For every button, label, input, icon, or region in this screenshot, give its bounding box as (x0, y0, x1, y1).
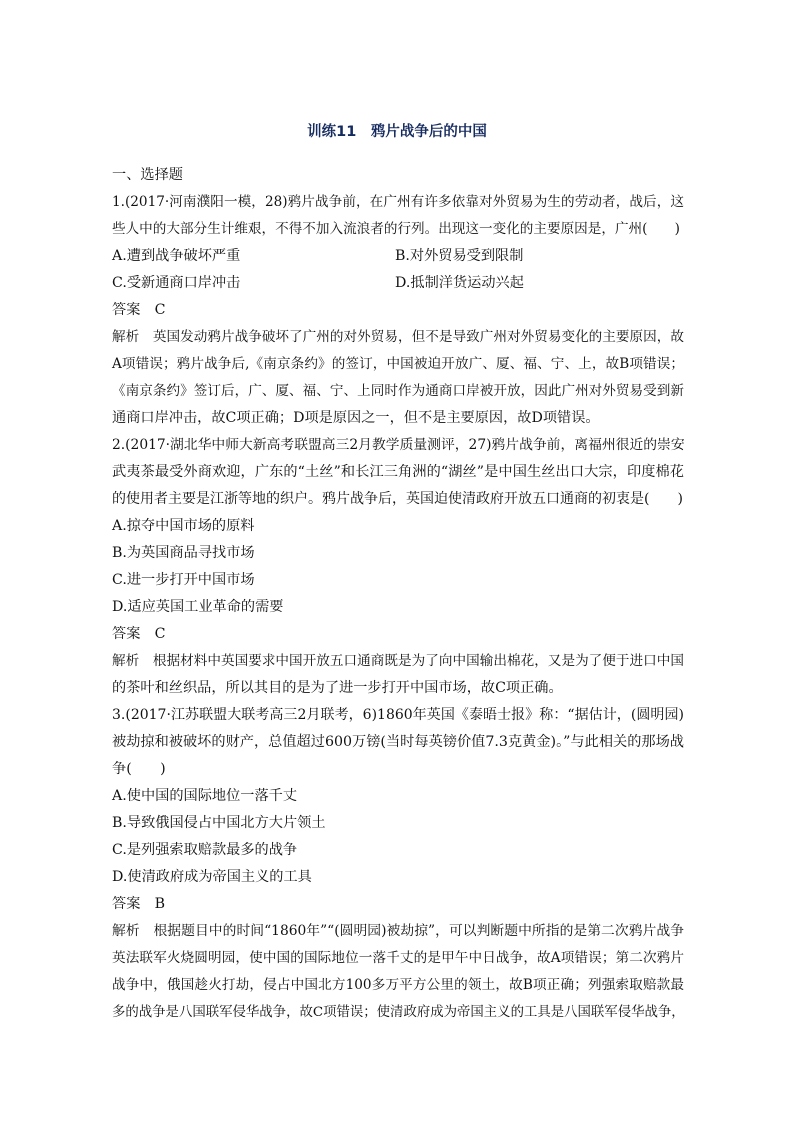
analysis-line: 通商口岸冲击，故C项正确；D项是原因之一，但不是主要原因，故D项错误。 (112, 410, 600, 426)
question-stem-line: 的使用者主要是江浙等地的织户。鸦片战争后，英国迫使清政府开放五口通商的初衷是( ) (112, 491, 683, 507)
question-stem-line: 3.(2017·江苏联盟大联考高三2月联考，6)1860年英国《泰晤士报》称：“据估计，(圆明园) (112, 707, 684, 723)
option-c: C.是列强索取赔款最多的战争 (112, 842, 298, 858)
analysis-line: A项错误；鸦片战争后,《南京条约》的签订，中国被迫开放广、厦、福、宁、上，故B项错误； (112, 356, 684, 372)
analysis-line: 的茶叶和丝织品，所以其目的是为了进一步打开中国市场，故C项正确。 (112, 680, 563, 696)
option-b: B.导致俄国侵占中国北方大片领土 (112, 815, 326, 831)
options-row (112, 243, 684, 270)
option-b: B.为英国商品寻找市场 (112, 545, 255, 561)
option-c: C.受新通商口岸冲击 (112, 275, 241, 291)
option-c: C.进一步打开中国市场 (112, 572, 255, 588)
option-d: D.使清政府成为帝国主义的工具 (112, 869, 312, 885)
question-stem-line: 2.(2017·湖北华中师大新高考联盟高三2月教学质量测评，27)鸦片战争前，离福州很近的崇安 (112, 437, 685, 453)
option-a: A.使中国的国际地位一落千丈 (112, 788, 298, 804)
question-stem-line: 争( ) (112, 761, 166, 777)
option-a: A.遭到战争破坏严重 (112, 248, 241, 264)
option-d: D.适应英国工业革命的需要 (112, 599, 284, 615)
option-a: A.掠夺中国市场的原料 (112, 518, 255, 534)
question-stem-line: 武夷茶最受外商欢迎，广东的“土丝”和长江三角洲的“湖丝”是中国生丝出口大宗，印度棉花 (112, 464, 684, 480)
answer-label: 答案 C (112, 626, 166, 642)
question-1 (112, 189, 684, 432)
analysis-line: 《南京条约》签订后，广、厦、福、宁、上同时作为通商口岸被开放，因此广州对外贸易受到新 (112, 383, 684, 399)
options-row (112, 270, 684, 297)
option-b: B.对外贸易受到限制 (395, 248, 524, 264)
analysis-line: 英法联军火烧圆明园，使中国的国际地位一落千丈的是甲午中日战争，故A项错误；第二次鸦片 (112, 950, 684, 966)
answer-label: 答案 C (112, 302, 166, 318)
question-stem-line: 1.(2017·河南濮阳一模，28)鸦片战争前，在广州有许多依靠对外贸易为生的劳动者，战后，这 (112, 194, 684, 210)
option-d: D.抵制洋货运动兴起 (395, 275, 524, 291)
question-stem-line: 些人中的大部分生计维艰，不得不加入流浪者的行列。出现这一变化的主要原因是，广州( ) (112, 221, 680, 237)
section-heading: 一、选择题 (112, 167, 183, 183)
page-title: 训练11 鸦片战争后的中国 (307, 124, 487, 140)
document-body (112, 162, 684, 1026)
analysis-line: 多的战争是八国联军侵华战争，故C项错误；使清政府成为帝国主义的工具是八国联军侵华战争， (112, 1005, 685, 1020)
analysis-line: 解析 英国发动鸦片战争破坏了广州的对外贸易，但不是导致广州对外贸易变化的主要原因，故 (112, 329, 684, 345)
question-stem-line: 被劫掠和被破坏的财产，总值超过600万镑(当时每英镑价值7.3克黄金)。”与此相关的那场战 (112, 734, 684, 750)
analysis-line: 解析 根据题目中的时间“1860年”“(圆明园)被劫掠”，可以判断题中所指的是第二次鸦片战争 (112, 923, 684, 939)
analysis-line: 解析 根据材料中英国要求中国开放五口通商既是为了向中国输出棉花，又是为了便于进口中国 (112, 653, 684, 669)
answer-label: 答案 B (112, 896, 165, 912)
analysis-line: 战争中，俄国趁火打劫，侵占中国北方100多万平方公里的领土，故B项正确；列强索取赔款最 (112, 977, 684, 993)
question-2 (112, 432, 684, 702)
question-3 (112, 702, 684, 1026)
